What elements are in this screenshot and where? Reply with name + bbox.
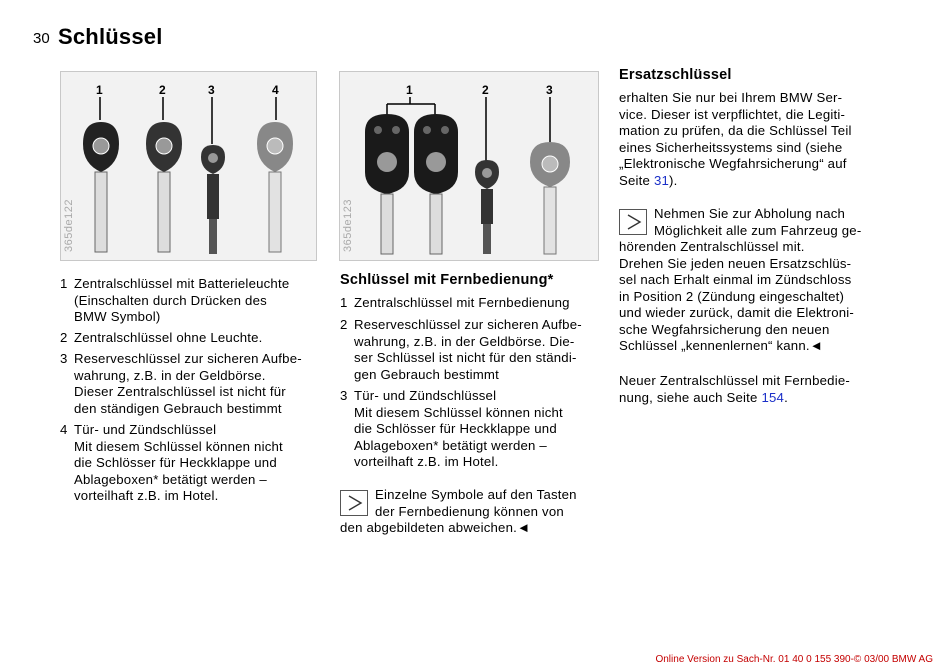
figure-middle-number-1: 1 [406,83,413,97]
figure-left-number-3: 3 [208,83,215,97]
figure-left-number-1: 1 [96,83,103,97]
keys-figure-left [60,71,317,261]
page-title: Schlüssel [58,24,163,49]
page-link-154[interactable]: 154 [761,389,785,405]
figure-left-number-4: 4 [272,83,279,97]
figure-code: 365de123 [342,199,354,252]
page-link-31[interactable]: 31 [653,172,670,188]
figure-code: 365de122 [63,199,75,252]
footer-copyright: Online Version zu Sach-Nr. 01 40 0 155 390-© 03/00 BMW AG [655,654,933,665]
figure-middle-number-2: 2 [482,83,489,97]
ersatz-note: Nehmen Sie zur Abholung nach Möglichkeit alle zum Fahrzeug ge- hörenden Zentralschlüssel mit. Drehen Sie jeden neuen Ersatzschlüs- sel nach Erhalt einmal im Zündschloss in Position 2 (Zündung eingeschaltet) und wieder zurück, damit die Elektroni- sche Wegfahrsicherung den neuen Schlüssel „kennenlernen“ kann.◄ [619,206,862,353]
ersatz-paragraph: erhalten Sie nur bei Ihrem BMW Ser- vice. Dieser ist verpflichtet, die Legiti- mation zu prüfen, da die Schlüssel Teil eines Sicherheitssystems sind (siehe „Elektronische Wegfahrsicherung“ auf Seite 31). [619,90,852,188]
left-key-list: 1 Zentralschlüssel mit Batterieleuchte (Einschalten durch Drücken des BMW Symbol) 2 Zentralschlüssel ohne Leuchte. 3 Reserveschlüssel zur sicheren Aufbe- wahrung, z.B. in der Geldbörse. Dieser Zentralschlüssel ist nicht für den ständigen Gebrauch bestimmt 4 Tür- und Zündschlüssel Mit diesem Schlüssel können nicht die Schlösser für Heckklappe und Ablageboxen* betätigt werden – vorteilhaft z.B. im Hotel. [60,276,302,503]
page-number: 30 [33,30,50,47]
figure-left-number-2: 2 [159,83,166,97]
remote-note: Einzelne Symbole auf den Tasten der Fernbedienung können von den abgebildeten abweichen.◄ [340,487,577,535]
keys-illustration-left [61,72,316,260]
keys-illustration-middle [340,72,598,260]
keys-figure-middle [339,71,599,261]
figure-middle-number-3: 3 [546,83,553,97]
ersatz-heading: Ersatzschlüssel [619,67,732,83]
remote-key-list: 1 Zentralschlüssel mit Fernbedienung 2 Reserveschlüssel zur sicheren Aufbe- wahrung, z.B. in der Geldbörse. Die- ser Schlüssel ist nicht für den ständi- gen Gebrauch bestimmt 3 Tür- und Zündschlüssel Mit diesem Schlüssel können nicht die Schlösser für Heckklappe und Ablageboxen* betätigt werden – vorteilhaft z.B. im Hotel. [340,295,582,469]
remote-heading: Schlüssel mit Fernbedienung* [340,272,554,288]
new-key-paragraph: Neuer Zentralschlüssel mit Fernbedie- nung, siehe auch Seite 154. [619,373,850,405]
